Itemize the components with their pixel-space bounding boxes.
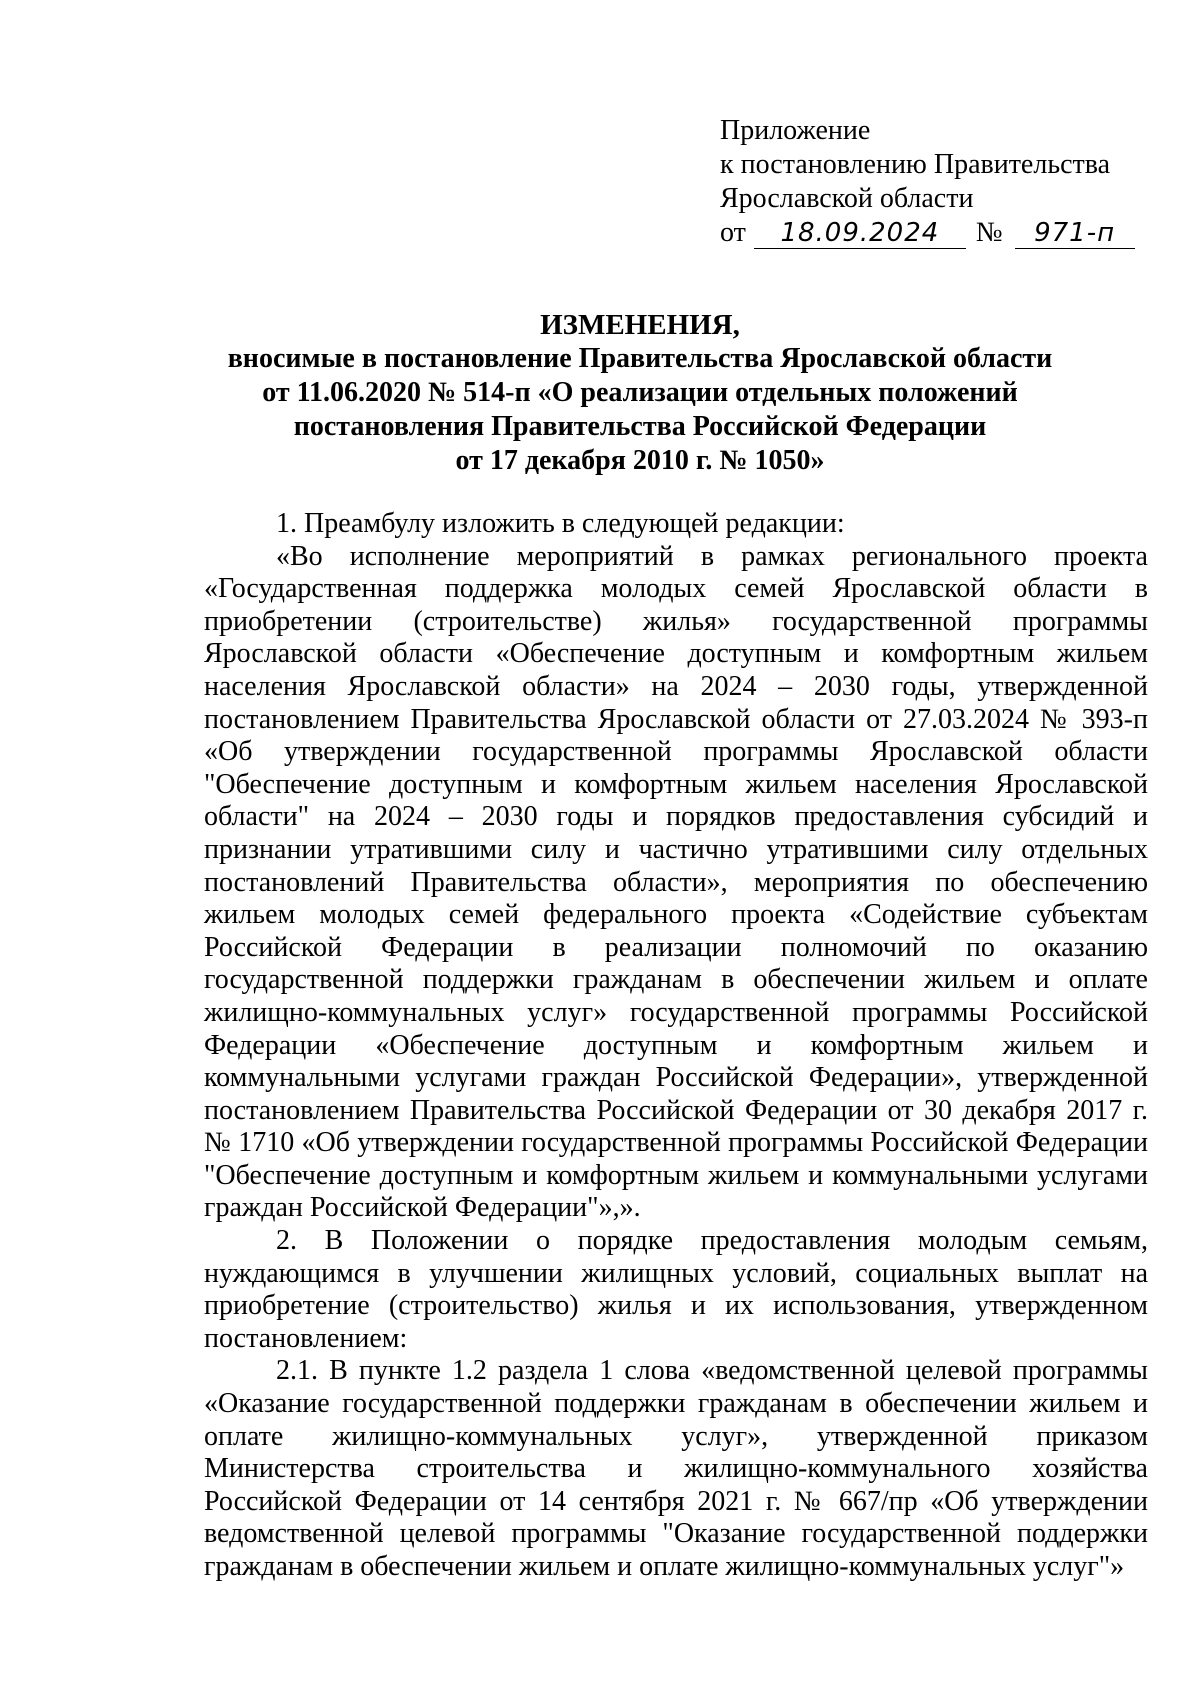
paragraph-2-1: 2.1. В пункте 1.2 раздела 1 слова «ведомственной целевой программы «Оказание государственной поддержки гражданам в обеспечении жильем и оплате жилищно-коммунальных услуг», утвержденной приказом Министерства строительства и жилищно-коммунального хозяйства Российской Федерации от 14 сентября 2021 г. № 667/пр «Об утверждении ведомственной целевой программы "Оказание государственной поддержки гражданам в обеспечении жильем и оплате жилищно-коммунальных услуг"» [204,1355,1148,1582]
appendix-header [720,114,1150,250]
handwritten-number: 971-п [1015,218,1135,249]
title-main: ИЗМЕНЕНИЯ, [540,309,740,341]
document-body [204,508,1148,1584]
paragraph-2: 2. В Положении о порядке предоставления молодым семьям, нуждающимся в улучшении жилищных условий, социальных выплат на приобретение (строительство) жилья и их использования, утвержденном постановлением: [204,1225,1148,1354]
date-prefix: от [720,217,746,248]
paragraph-preamble: «Во исполнение мероприятий в рамках регионального проекта «Государственная поддержка молодых семей Ярославской области в приобретении (строительстве) жилья» государственной программы Ярославской области «Обеспечение доступным и комфортным жильем населения Ярославской области» на 2024 – 2030 годы, утвержденной постановлением Правительства Ярославской области от 27.03.2024 № 393-п «Об утверждении государственной программы Ярославской области "Обеспечение доступным и комфортным жильем населения Ярославской области" на 2024 – 2030 годы и порядков предоставления субсидий и признании утратившими силу и частично утратившими силу отдельных постановлений Правительства области», мероприятия по обеспечению жильем молодых семей федерального проекта «Содействие субъектам Российской Федерации в реализации полномочий по оказанию государственной поддержки гражданам в обеспечении жильем и оплате жилищно-коммунальных услуг» государственной программы Российской Федерации «Обеспечение доступным и комфортным жильем и коммунальными услугами граждан Российской Федерации», утвержденной постановлением Правительства Российской Федерации от 30 декабря 2017 г. № 1710 «Об утверждении государственной программы Российской Федерации "Обеспечение доступным и комфортным жильем и коммунальными услугами граждан Российской Федерации"»,». [204,540,1148,1224]
appendix-ref-line: к постановлению Правительства [720,149,1111,180]
number-sign: № [975,217,1003,248]
paragraph-1: 1. Преамбулу изложить в следующей редакции: [276,508,845,539]
title-line-4: постановления Правительства Российской Федерации [293,411,987,442]
appendix-date-number-row [720,216,1150,250]
title-line-2: вносимые в постановление Правительства Ярославской области [227,343,1053,374]
title-line-5: от 17 декабря 2010 г. № 1050» [455,445,825,476]
handwritten-date: 18.09.2024 [754,218,966,249]
appendix-region-line: Ярославской области [720,183,974,214]
document-title [160,308,1120,478]
title-line-3: от 11.06.2020 № 514-п «О реализации отдельных положений [262,377,1018,408]
appendix-label: Приложение [720,115,871,146]
